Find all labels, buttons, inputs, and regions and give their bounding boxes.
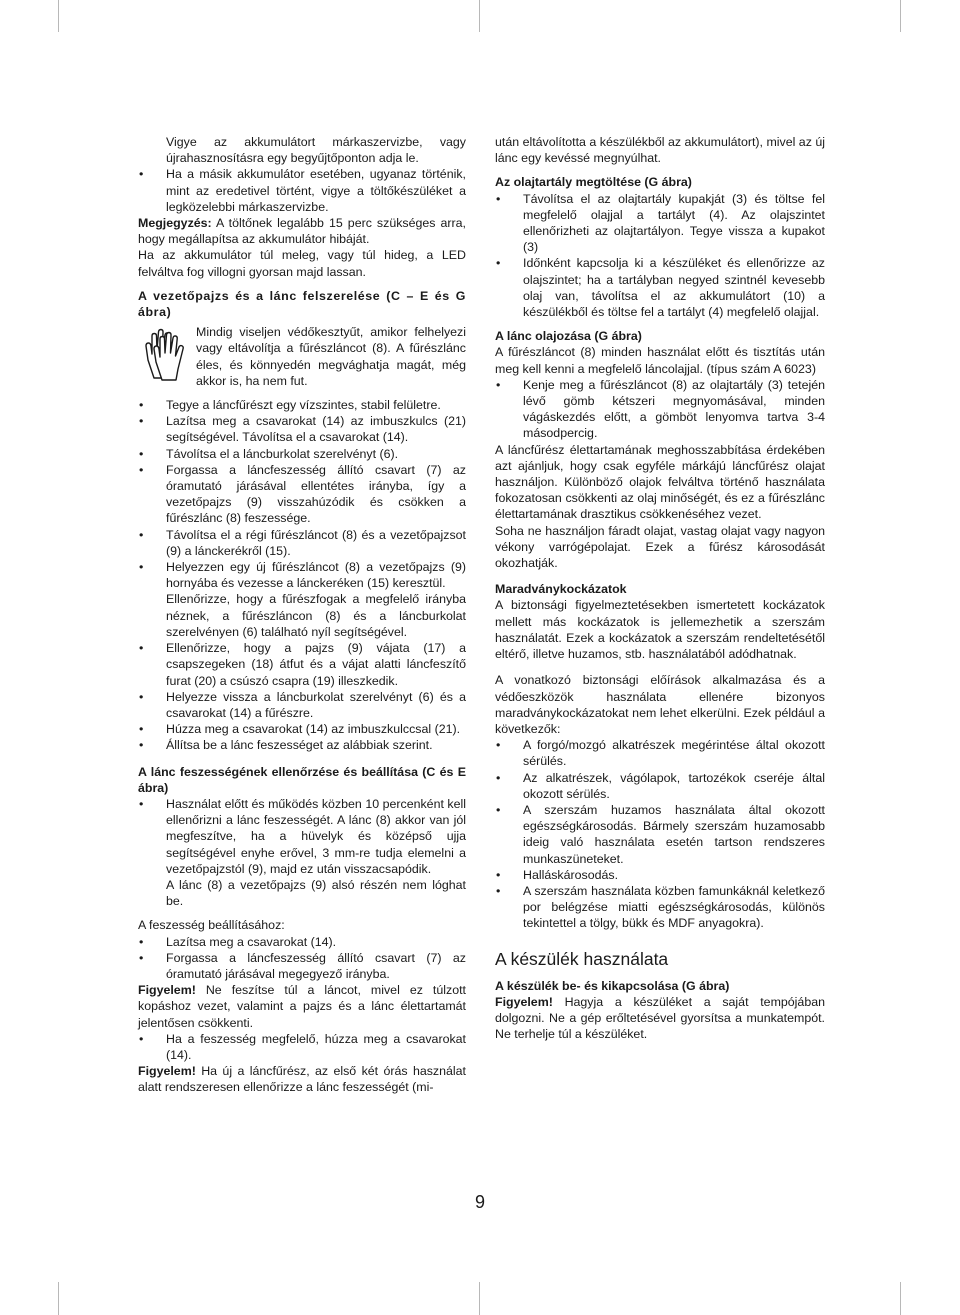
bullet-item: • Forgassa a láncfeszesség állító csavart (7) az óramutató járásával ellentétes irányba, így a vezetőpajzs (9) visszahúzódik és csökken a fűrészlánc (8) feszessége. (138, 462, 466, 527)
warning-text: Ne feszítse túl a láncot, mivel ez túlzott kopáshoz vezet, valamint a pajzs és a lánc élettartamát jelentősen csökkenti. (138, 983, 466, 1030)
paragraph: után eltávolította a készülékből az akkumulátort), mivel az új lánc egy kevéssé megnyúlhat. (495, 135, 825, 166)
warning-label: Figyelem! (495, 994, 553, 1009)
bullet-item: • Távolítsa el a láncburkolat szerelvényt (6). (138, 446, 466, 462)
section-heading: A lánc olajozása (G ábra) (495, 329, 642, 344)
bullet-item: • A szerszám huzamos használata által okozott egészségkárosodás. Bármely szerszám huzamosabb ideig való használata esetén tartson rendszeres munkaszüneteket. (495, 802, 825, 867)
bullet-item: • Húzza meg a csavarokat (14) az imbuszkulccsal (21). (138, 721, 466, 737)
bullet-item: • Kenje meg a fűrészláncot (8) az olajtartály (3) tetején lévő gömb kétszeri megnyomásával, minden vágáskezdés előtt, a gömböt lenyomva tartva 3-4 másodpercig. (495, 377, 825, 442)
crop-mark (900, 0, 901, 32)
section-heading: A lánc feszességének ellenőrzése és beállítása (C és E ábra) (138, 764, 466, 795)
bullet-item: • Helyezze vissza a láncburkolat szerelvényt (6) és a csavarokat (14) a fűrészre. (138, 689, 466, 721)
indented-paragraph: A lánc (8) a vezetőpajzs (9) alsó részén nem lóghat be. (166, 877, 466, 909)
crop-mark (58, 0, 59, 32)
gloves-icon (138, 324, 194, 386)
bullet-item: • Ha a feszesség megfelelő, húzza meg a csavarokat (14). (138, 1031, 466, 1063)
section-heading: Az olajtartály megtöltése (G ábra) (495, 175, 692, 190)
warning-text: Ha új a láncfűrész, az első két órás használat alatt rendszeresen ellenőrizze a lánc feszességét (mi- (138, 1064, 466, 1095)
bullet-item: • Forgassa a láncfeszesség állító csavart (7) az óramutató járásával megegyező irányba. (138, 950, 466, 982)
crop-mark (479, 0, 480, 32)
crop-mark (900, 1282, 901, 1315)
warning-paragraph (138, 982, 466, 1031)
paragraph: Ha az akkumulátor túl meleg, vagy túl hideg, a LED felváltva fog villogni gyorsan majd lassan. (138, 248, 466, 279)
section-heading: A készülék be- és kikapcsolása (G ábra) (495, 978, 730, 993)
bullet-item: • Állítsa be a lánc feszességet az alábbiak szerint. (138, 737, 466, 753)
note-label: Megjegyzés: (138, 216, 212, 231)
paragraph: A láncfűrész élettartamának meghosszabbítása érdekében azt ajánljuk, hogy csak egyféle márkájú láncfűrész olajat használjon. Különböző olajok felváltva történő használata fokozatosan csökkenti az olaj minőségét, és ez a fűrészlánc élettartamának drasztikus csökkenéséhez vezet. (495, 442, 825, 522)
warning-label: Figyelem! (138, 983, 196, 998)
bullet-item: • Halláskárosodás. (495, 867, 825, 883)
paragraph: Soha ne használjon fáradt olajat, vastag olajat vagy nagyon vékony varrógépolajat. Ezek a fűrész károsodását okozhatják. (495, 523, 825, 571)
warning-paragraph (138, 1063, 466, 1095)
paragraph: Vigye az akkumulátort márkaszervizbe, vagy újrahasznosításra egy begyűjtőponton adja le. (166, 135, 466, 166)
bullet-item: • Az alkatrészek, vágólapok, tartozékok cseréje által okozott sérülés. (495, 770, 825, 802)
left-column (138, 134, 466, 1096)
bullet-item: • Használat előtt és működés közben 10 percenként kell ellenőrizni a lánc feszességét. A lánc (8) akkor van jól megfeszítve, ha a hüvelyk és középső ujja segítségével enyhe erővel, 3 mm-re tudja elemelni a vezetőpajzstól (9), majd ez után visszacsapódik. (138, 796, 466, 877)
bullet-item: • A szerszám használata közben famunkáknál keletkező por belégzése miatti egészségkárosodás, különös tekintettel a tölgy, bükk és MDF anyagokra). (495, 883, 825, 932)
warning-text: Mindig viseljen védőkesztyűt, amikor felhelyezi vagy eltávolítja a fűrészláncot (8). A fűrészlánc éles, és könnyedén megvághatja magát, még akkor is, ha nem fut. (196, 325, 466, 388)
note-text: A töltőnek legalább 15 perc szükséges arra, hogy megállapítsa az akkumulátor hibáját. (138, 216, 466, 247)
bullet-item: • Ellenőrizze, hogy a pajzs (9) vájata (17) a csapszegeken (18) átfut és a vájat alatti láncfeszítő furat (20) a csúszó csapra (19) illeszkedik. (138, 640, 466, 689)
warning-label: Figyelem! (138, 1064, 196, 1079)
chapter-heading: A készülék használata (495, 948, 669, 969)
warning-text: Hagyja a készüléket a saját tempójában dolgozni. Ne a gép erőltetésével gyorsítsa a munkatempót. Ne terhelje túl a készüléket. (495, 994, 825, 1042)
note-paragraph (138, 215, 466, 247)
page-number: 9 (474, 1192, 485, 1212)
bullet-item: • Időnként kapcsolja ki a készüléket és ellenőrizze az olajszintet; ha a tartályban negyed szintnél kevesebb olaj van, távolítsa el az akkumulátort (10) a készülékből és töltse fel a tartályt (4) megfelelő olajjal. (495, 255, 825, 320)
bullet-item: • Lazítsa meg a csavarokat (14). (138, 934, 466, 950)
bullet-item: • Ha a másik akkumulátor esetében, ugyanaz történik, mint az eredetivel történt, vigye a töltőkészüléket a legközelebbi márkaszervizbe. (138, 166, 466, 215)
paragraph: A biztonsági figyelmeztetésekben ismertetett kockázatok mellett más kockázatok is jellemezhetik a szerszám használatát. Ezek a kockázatok a szerszám rendeltetésétől eltérő, illetve huzamos, stb. használatából adódhatnak. (495, 598, 825, 662)
paragraph: A vonatkozó biztonsági előírások alkalmazása és a védőeszközök használata ellenére bizonyos maradványkockázatokat nem lehet elkerülni. Ezek például a következők: (495, 673, 825, 736)
paragraph: A fűrészláncot (8) minden használat előtt és tisztítás után meg kell kenni a megfelelő láncolajjal. (típus szám A 6023) (495, 345, 825, 376)
section-heading: Maradványkockázatok (495, 582, 627, 597)
indented-paragraph: Ellenőrizze, hogy a fűrészfogak a megfelelő irányba néznek, a fűrészláncon (8) és a láncburkolat szerelvényen (6) található nyíl segítségével. (166, 592, 466, 639)
bullet-item: • Távolítsa el a régi fűrészláncot (8) és a vezetőpajzsot (9) a lánckerékről (15). (138, 527, 466, 559)
crop-mark (58, 1282, 59, 1315)
crop-mark (479, 1282, 480, 1315)
bullet-item: • Lazítsa meg a csavarokat (14) az imbuszkulcs (21) segítségével. Távolítsa el a csavarokat (14). (138, 413, 466, 445)
bullet-item: • Tegye a láncfűrészt egy vízszintes, stabil felületre. (138, 397, 466, 413)
bullet-item: • A forgó/mozgó alkatrészek megérintése által okozott sérülés. (495, 737, 825, 769)
warning-paragraph (495, 994, 825, 1043)
section-heading: A vezetőpajzs és a lánc felszerelése (C – E és G ábra) (138, 288, 466, 320)
right-column (495, 134, 825, 1042)
bullet-item: • Távolítsa el az olajtartály kupakját (3) és töltse fel megfelelő olajjal a tartályt (4). Az olajszintet ellenőrizheti az olajtartályon. Tegye vissza a kupakot (3) (495, 191, 825, 256)
paragraph: A feszesség beállításához: (138, 918, 285, 933)
bullet-item: • Helyezzen egy új fűrészláncot (8) a vezetőpajzs (9) hornyába és vezesse a lánckeréken (15) keresztül. (138, 559, 466, 591)
warning-block (138, 324, 466, 389)
